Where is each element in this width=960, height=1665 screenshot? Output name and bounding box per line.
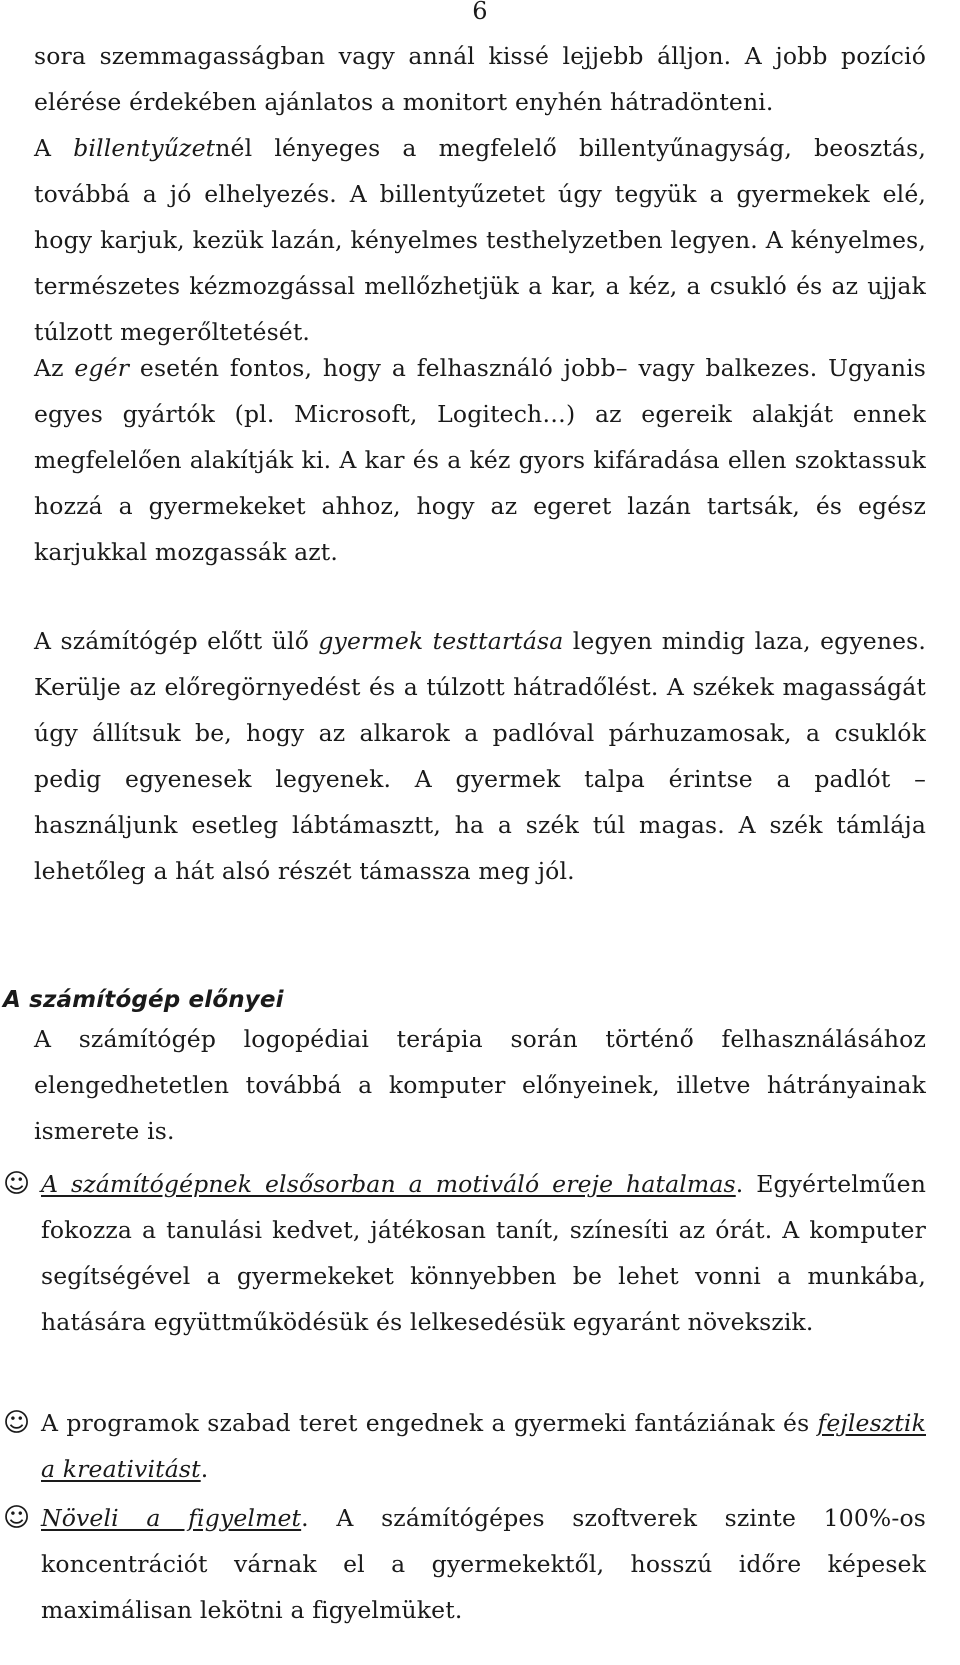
posture-prefix: A számítógép előtt ülő xyxy=(34,627,319,655)
creativity-link-text: fejlesztik a kreativitást xyxy=(41,1409,926,1483)
monitor-text: sora szemmagasságban vagy annál kissé lejjebb álljon. A jobb pozíció elérése érdekében ajánlatos a monitort enyhén hátradönteni. xyxy=(34,42,926,116)
paragraph-monitor xyxy=(34,33,926,125)
attention-underlined xyxy=(41,1504,301,1532)
paragraph-mouse xyxy=(34,345,926,575)
mouse-text: esetén fontos, hogy a felhasználó jobb– vagy balkezes. Ugyanis egyes gyártók (pl. Microsoft, Logitech…) az egereik alakját ennek megfelelően alakítják ki. A kar és a kéz gyors kifáradása ellen szoktassuk hozzá a gyermekeket ahhoz, hogy az egeret lazán tartsák, és egész karjukkal mozgassák azt. xyxy=(34,354,926,566)
smiley-icon: ☺ xyxy=(3,1503,31,1533)
mouse-term: egér xyxy=(74,354,130,382)
bullet-attention xyxy=(3,1495,926,1633)
section-heading: A számítógép előnyei xyxy=(3,987,284,1013)
keyboard-text: nél lényeges a megfelelő billentyűnagyság, beosztás, továbbá a jó elhelyezés. A billentyűzetet úgy tegyük a gyermekek elé, hogy karjuk, kezük lazán, kényelmes testhelyzetben legyen. A kényelmes, természetes kézmozgással mellőzhetjük a kar, a kéz, a csukló és az ujjak túlzott megerőltetését. xyxy=(34,134,926,346)
attention-link-text: Növeli a figyelmet xyxy=(41,1504,302,1532)
motivation-rest: . Egyértelműen fokozza a tanulási kedvet, játékosan tanít, színesíti az órát. A komputer segítségével a gyermekeket könnyebben be lehet vonni a munkába, hatására együttműködésük és lelkesedésük egyaránt növekszik. xyxy=(41,1170,926,1336)
posture-term: gyermek testtartása xyxy=(318,627,564,655)
smiley-icon: ☺ xyxy=(3,1408,31,1438)
bullet-motivation-text xyxy=(41,1161,926,1345)
smiley-icon: ☺ xyxy=(3,1169,31,1199)
motivation-underlined xyxy=(41,1170,736,1198)
motivation-link-text: A számítógépnek elsősorban a motiváló ereje hatalmas xyxy=(41,1170,736,1198)
creativity-text: A programok szabad teret engednek a gyermeki fantáziának és xyxy=(41,1409,818,1437)
mouse-text-block xyxy=(34,345,926,575)
paragraph-posture xyxy=(34,618,926,894)
section-intro-block xyxy=(34,1016,926,1154)
paragraph-keyboard xyxy=(34,125,926,355)
bullet-creativity-text xyxy=(41,1400,926,1492)
posture-text: legyen mindig laza, egyenes. Kerülje az előregörnyedést és a túlzott hátradőlést. A székek magasságát úgy állítsuk be, hogy az alkarok a padlóval párhuzamosak, a csuklók pedig egyenesek legyenek. A gyermek talpa érintse a padlót – használjunk esetleg lábtámasztt, ha a szék túl magas. A szék támlája lehetőleg a hát alsó részét támassza meg jól. xyxy=(34,627,926,885)
keyboard-prefix: A xyxy=(34,134,74,162)
monitor-keyboard-text xyxy=(34,33,926,355)
mouse-prefix: Az xyxy=(34,354,75,382)
attention-rest: . A számítógépes szoftverek szinte 100%-os koncentrációt várnak el a gyermekektől, hosszú időre képesek maximálisan lekötni a figyelmüket. xyxy=(41,1504,927,1624)
keyboard-term: billentyűzet xyxy=(73,134,216,162)
bullet-motivation xyxy=(3,1161,926,1345)
creativity-end: . xyxy=(200,1455,209,1483)
posture-text-block xyxy=(34,618,926,894)
bullet-creativity xyxy=(3,1400,926,1492)
section-intro: A számítógép logopédiai terápia során történő felhasználásához elengedhetetlen továbbá a komputer előnyeinek, illetve hátrányainak ismerete is. xyxy=(34,1025,926,1145)
page-number: 6 xyxy=(472,0,488,25)
bullet-attention-text xyxy=(41,1495,926,1633)
